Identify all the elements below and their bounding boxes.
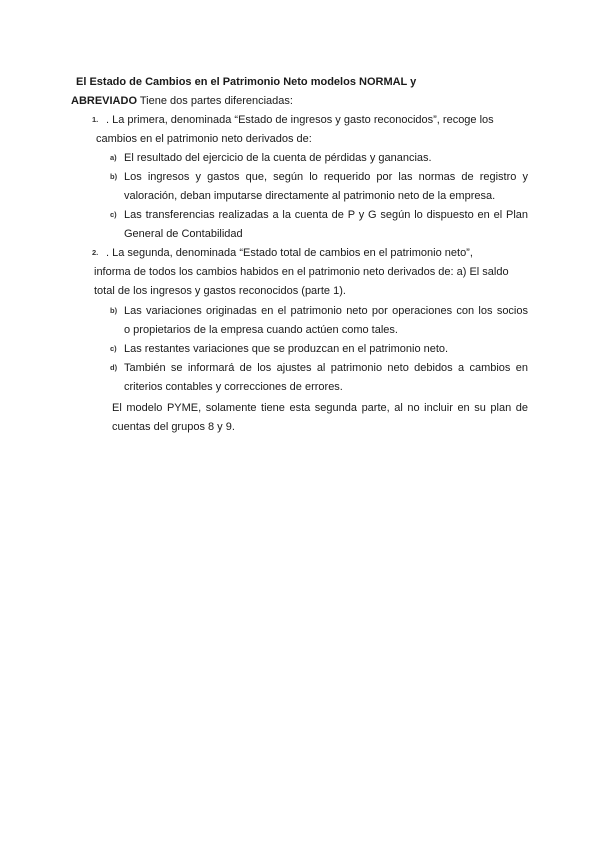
list-marker: c) [110, 210, 117, 219]
section2-line3: total de los ingresos y gastos reconocidos (parte 1). [94, 285, 346, 297]
list-item-text: General de Contabilidad [124, 228, 243, 240]
list-item-text: Los ingresos y gastos que, según lo requerido por las normas de registro y [124, 171, 528, 183]
title-bold-word: ABREVIADO [71, 95, 138, 107]
list-marker: b) [110, 306, 118, 315]
list-marker: b) [110, 172, 118, 181]
closing-line2: cuentas del grupos 8 y 9. [112, 421, 235, 433]
list-item-text: criterios contables y correcciones de errores. [124, 381, 343, 393]
document-title-line2 [71, 94, 293, 108]
section2-line2: informa de todos los cambios habidos en el patrimonio neto derivados de: a) El saldo [94, 266, 509, 278]
list-marker: a) [110, 153, 117, 162]
list-item-text: Las variaciones originadas en el patrimonio neto por operaciones con los socios [124, 305, 528, 317]
section1-line2: cambios en el patrimonio neto derivados de: [96, 133, 312, 145]
list-item-text: El resultado del ejercicio de la cuenta de pérdidas y ganancias. [124, 152, 432, 164]
section2-number: 2. [92, 248, 99, 257]
closing-line1: El modelo PYME, solamente tiene esta segunda parte, al no incluir en su plan de [112, 402, 528, 414]
section2-line1: . La segunda, denominada “Estado total de cambios en el patrimonio neto”, [106, 247, 473, 259]
list-item-text: Las transferencias realizadas a la cuenta de P y G según lo dispuesto en el Plan [124, 209, 528, 221]
title-rest: Tiene dos partes diferenciadas: [139, 95, 293, 107]
list-item-text: o propietarios de la empresa cuando actúen como tales. [124, 324, 398, 336]
section1-line1: . La primera, denominada “Estado de ingresos y gasto reconocidos”, recoge los [106, 114, 494, 126]
list-item-text: Las restantes variaciones que se produzcan en el patrimonio neto. [124, 343, 449, 355]
list-marker: d) [110, 363, 118, 372]
document-title-line1: El Estado de Cambios en el Patrimonio Neto modelos NORMAL y [76, 76, 417, 88]
list-marker: c) [110, 344, 117, 353]
list-item-text: valoración, deban imputarse directamente al patrimonio neto de la empresa. [124, 190, 496, 202]
section1-number: 1. [92, 115, 99, 124]
list-item-text: También se informará de los ajustes al patrimonio neto debidos a cambios en [124, 362, 528, 374]
